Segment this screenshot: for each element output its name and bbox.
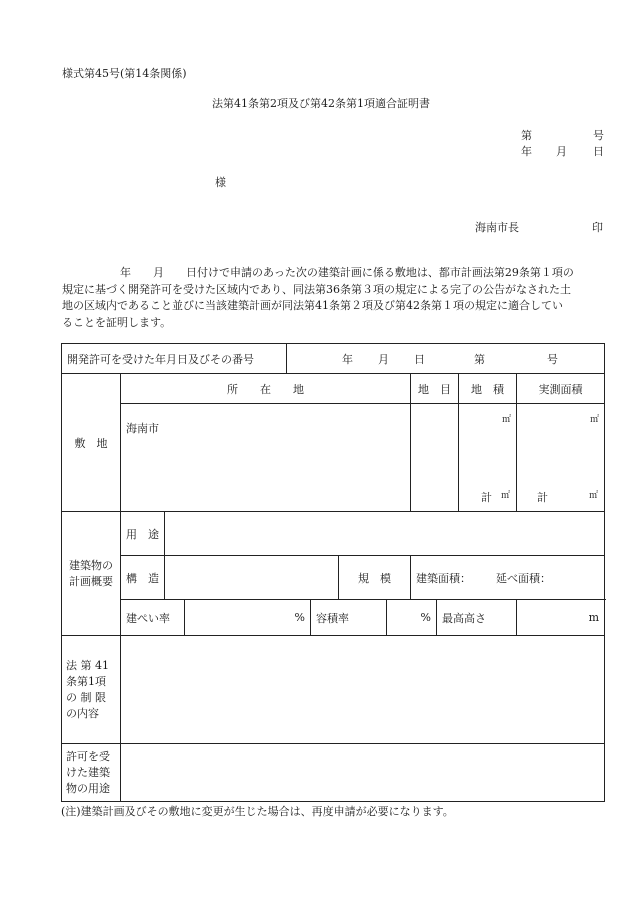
measured-area-total-unit: ㎡ (588, 490, 598, 501)
date-year: 年 (521, 145, 532, 158)
permit-label: 開発許可を受けた年月日及びその番号 (62, 344, 287, 374)
form-number: 様式第45号(第14条関係) (62, 67, 187, 80)
far-value[interactable] (387, 600, 437, 636)
permit-day: 日 (414, 353, 425, 366)
structure-label: 構 造 (121, 556, 165, 600)
height-value[interactable] (517, 600, 605, 636)
site-values-row (62, 404, 605, 482)
coverage-unit: % (294, 611, 305, 624)
land-category-cell[interactable] (411, 404, 459, 512)
ref-dai: 第 (521, 129, 532, 142)
far-label: 容積率 (311, 600, 387, 636)
coverage-label: 建ぺい率 (121, 600, 185, 636)
land-area-total-label: 計 (481, 490, 492, 504)
building-plan-label-2: 計画概要 (69, 574, 113, 588)
location-header: 所 在 地 (121, 374, 411, 404)
land-area-unit (459, 404, 517, 482)
seal-mark: 印 (592, 221, 603, 234)
permitted-use-label-3: 物の用途 (66, 781, 110, 795)
permit-date-number (287, 344, 605, 374)
article41-row (62, 636, 605, 744)
date-day: 日 (593, 145, 604, 158)
body-line-3: 地の区域内であること並びに当該建築計画が同法第41条第２項及び第42条第１項の規定に適合してい (62, 299, 563, 312)
body-line-2: 規定に基づく開発許可を受けた区域内であり、同法第36条第３項の規定による完了の公告がなされた土 (62, 282, 571, 296)
certification-text (62, 265, 604, 331)
body-line-4: ることを証明します。 (62, 315, 172, 329)
land-area-total[interactable] (459, 482, 517, 512)
land-area-header: 地 積 (459, 374, 517, 404)
permitted-use-value[interactable] (121, 744, 605, 802)
land-area-total-unit: ㎡ (500, 490, 510, 501)
footnote: (注)建築計画及びその敷地に変更が生じた場合は、再度申請が必要になります。 (61, 805, 454, 818)
permit-dai: 第 (474, 353, 485, 366)
land-category-header: 地 目 (411, 374, 459, 404)
body-line-1: 年 月 日付けで申請のあった次の建築計画に係る敷地は、都市計画法第29条第１項の (120, 266, 574, 279)
structure-value[interactable] (165, 556, 339, 600)
ref-go: 号 (593, 129, 604, 142)
certificate-table (61, 343, 605, 802)
coverage-value[interactable] (185, 600, 311, 636)
measured-area-total[interactable] (517, 482, 605, 512)
structure-row (62, 556, 605, 600)
land-area-unit-text: ㎡ (501, 415, 511, 425)
building-plan-label-1: 建築物の (69, 558, 113, 572)
ratio-row (62, 600, 605, 636)
document-title: 法第41条第2項及び第42条第1項適合証明書 (212, 97, 430, 110)
issuer-name: 海南市長 (475, 221, 519, 234)
article41-label-1: 法 第 41 (66, 658, 109, 672)
floor-area-label: 延べ面積： (496, 572, 551, 585)
permitted-use-row (62, 744, 605, 802)
use-value[interactable] (165, 512, 605, 556)
measured-area-unit (517, 404, 605, 482)
date-month: 月 (556, 145, 567, 158)
building-area-label: 建築面積： (416, 572, 471, 585)
permit-go: 号 (547, 353, 558, 366)
site-label: 敷 地 (62, 374, 121, 512)
scale-label: 規 模 (339, 556, 411, 600)
article41-label-2: 条第1項 (66, 674, 106, 688)
building-plan-label (62, 512, 121, 636)
article41-value[interactable] (121, 636, 605, 744)
measured-area-header: 実測面積 (517, 374, 605, 404)
use-row (62, 512, 605, 556)
permit-month: 月 (378, 353, 389, 366)
height-label: 最高高さ (437, 600, 517, 636)
article41-label (62, 636, 121, 744)
measured-area-unit-text: ㎡ (589, 415, 599, 425)
use-label: 用 途 (121, 512, 165, 556)
far-unit: % (420, 611, 431, 624)
site-header-row (62, 374, 605, 404)
article41-label-3: の 制 限 (66, 690, 106, 704)
height-unit: m (588, 611, 599, 624)
permit-row (62, 344, 605, 374)
permitted-use-label (62, 744, 121, 802)
addressee-suffix: 様 (215, 176, 226, 189)
article41-label-4: の内容 (66, 706, 99, 720)
permit-year: 年 (342, 353, 353, 366)
scale-value[interactable] (411, 556, 605, 600)
permitted-use-label-1: 許可を受 (66, 749, 110, 763)
measured-area-total-label: 計 (537, 490, 548, 504)
location-cell[interactable]: 海南市 (121, 404, 411, 512)
permitted-use-label-2: けた建築 (66, 765, 110, 779)
